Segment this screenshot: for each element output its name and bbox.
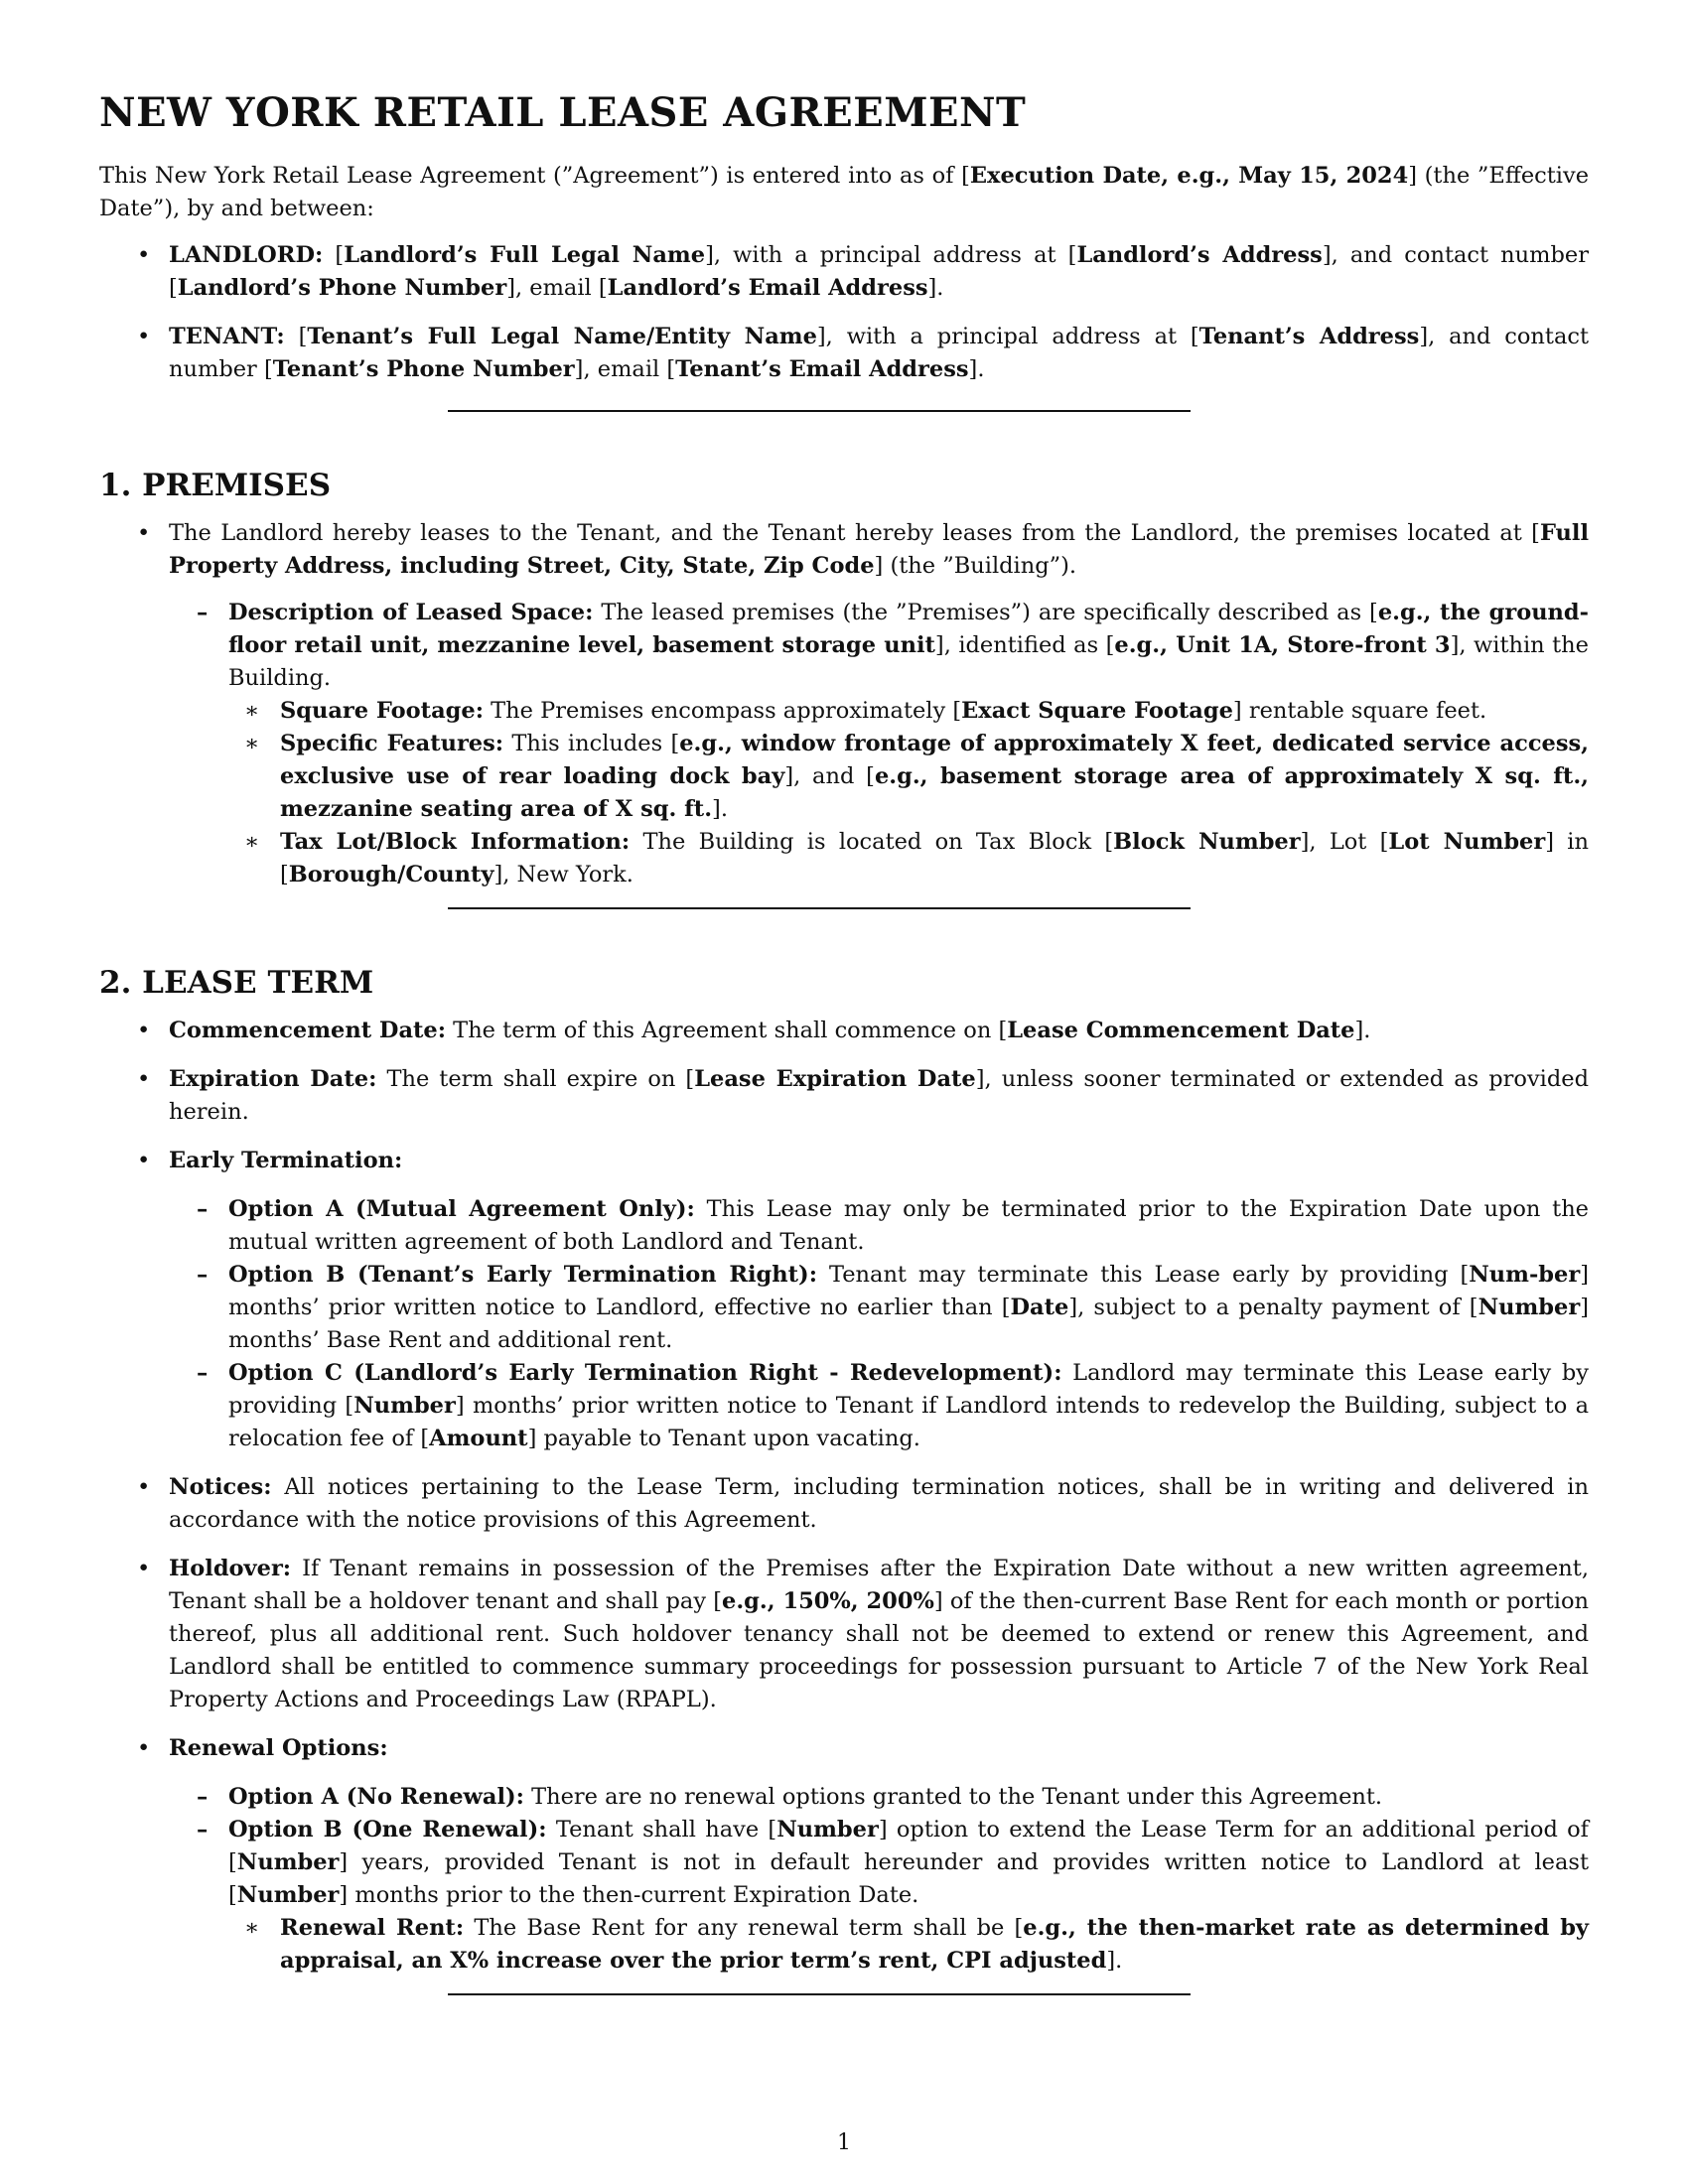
premises-sublist bbox=[169, 597, 1589, 891]
specific-features-item: ∗ Specific Features: This includes [e.g., window frontage of approximately X feet, dedicated service access, exclusive use of rear loading dock bay], and [e.g., basement storage area of approximately X sq. ft., mezzanine seating area of X sq. ft.]. bbox=[228, 728, 1589, 826]
renewal-options-item: • Renewal Options: – Option A (No Renewal): There are no renewal options granted to the Tenant under this Agreement. – Option B (One Renewal): Tenant shall have [Number] option to extend the Lease Term for an additional period of [Number] years, provided Tenant is not in default hereunder and provides written notice to Landlord at least [Number] months prior to the then-current Expiration Date. ∗ Renewal Rent: The Base Rent for any renewal term shall be [e.g., the then-market rate as determined by appraisal, an X% increase over the prior term’s rent, CPI adjusted]. bbox=[99, 1732, 1589, 1978]
commencement-item: • Commencement Date: The term of this Agreement shall commence on [Lease Commencement Date]. bbox=[99, 1015, 1589, 1047]
premises-item: • The Landlord hereby leases to the Tenant, and the Tenant hereby leases from the Landlord, the premises located at [Full Property Address, including Street, City, State, Zip Code] (the ”Building”). – Description of Leased Space: The leased premises (the ”Premises”) are specifically described as [e.g., the ground-floor retail unit, mezzanine level, basement storage unit], identified as [e.g., Unit 1A, Store-front 3], within the Building. ∗ Square Footage: The Premises encompass approximately [Exact Square Footage] rentable square feet. ∗ Specific Features: This includes [e.g., window frontage of approximately X feet, dedicated service access, exclusive use of rear loading dock bay], and [e.g., basement storage area of approximately X sq. ft., mezzanine seating area of X sq. ft.]. ∗ Tax Lot/Block Information: The Building is located on Tax Block [Block Number], Lot [Lot Number] in [Borough/County], New York. bbox=[99, 517, 1589, 891]
document-page bbox=[99, 79, 1589, 2051]
section-divider bbox=[448, 907, 1191, 909]
description-item: – Description of Leased Space: The leased premises (the ”Premises”) are specifically described as [e.g., the ground-floor retail unit, mezzanine level, basement storage unit], identified as [e.g., Unit 1A, Store-front 3], within the Building. ∗ Square Footage: The Premises encompass approximately [Exact Square Footage] rentable square feet. ∗ Specific Features: This includes [e.g., window frontage of approximately X feet, dedicated service access, exclusive use of rear loading dock bay], and [e.g., basement storage area of approximately X sq. ft., mezzanine seating area of X sq. ft.]. ∗ Tax Lot/Block Information: The Building is located on Tax Block [Block Number], Lot [Lot Number] in [Borough/County], New York. bbox=[169, 597, 1589, 891]
section-heading-premises: 1. PREMISES bbox=[99, 468, 332, 503]
expiration-item: • Expiration Date: The term shall expire on [Lease Expiration Date], unless sooner terminated or extended as provided herein. bbox=[99, 1063, 1589, 1129]
termination-option-c: – Option C (Landlord’s Early Termination Right - Redevelopment): Landlord may terminate this Lease early by providing [Number] months’ prior written notice to Tenant if Landlord intends to redevelop the Building, subject to a relocation fee of [Amount] payable to Tenant upon vacating. bbox=[169, 1357, 1589, 1455]
holdover-item: • Holdover: If Tenant remains in possession of the Premises after the Expiration Date without a new written agreement, Tenant shall be a holdover tenant and shall pay [e.g., 150%, 200%] of the then-current Base Rent for each month or portion thereof, plus all additional rent. Such holdover tenancy shall not be deemed to extend or renew this Agreement, and Landlord shall be entitled to commence summary proceedings for possession pursuant to Article 7 of the New York Real Property Actions and Proceedings Law (RPAPL). bbox=[99, 1553, 1589, 1716]
renewal-rent-sublist bbox=[228, 1912, 1589, 1978]
early-termination-options bbox=[169, 1193, 1589, 1455]
page-number: 1 bbox=[837, 2130, 851, 2155]
notices-item: • Notices: All notices pertaining to the Lease Term, including termination notices, shall be in writing and delivered in accordance with the notice provisions of this Agreement. bbox=[99, 1471, 1589, 1537]
section-heading-lease-term: 2. LEASE TERM bbox=[99, 965, 374, 1001]
landlord-item: • LANDLORD: [Landlord’s Full Legal Name], with a principal address at [Landlord’s Address], and contact number [Landlord’s Phone Number], email [Landlord’s Email Address]. bbox=[99, 239, 1589, 305]
termination-option-a: – Option A (Mutual Agreement Only): This Lease may only be terminated prior to the Expiration Date upon the mutual written agreement of both Landlord and Tenant. bbox=[169, 1193, 1589, 1259]
intro-paragraph: This New York Retail Lease Agreement (”Agreement”) is entered into as of [Execution Date, e.g., May 15, 2024] (the ”Effective Date”), by and between: bbox=[99, 163, 1590, 221]
renewal-rent-item: ∗ Renewal Rent: The Base Rent for any renewal term shall be [e.g., the then-market rate as determined by appraisal, an X% increase over the prior term’s rent, CPI adjusted]. bbox=[228, 1912, 1589, 1978]
execution-date-placeholder: Execution Date, e.g., May 15, 2024 bbox=[969, 163, 1409, 189]
parties-list bbox=[99, 239, 1589, 386]
termination-option-b: – Option B (Tenant’s Early Termination Right): Tenant may terminate this Lease early by providing [Num-ber] months’ prior written notice to Landlord, effective no earlier than [Date], subject to a penalty payment of [Number] months’ Base Rent and additional rent. bbox=[169, 1259, 1589, 1357]
premises-list bbox=[99, 517, 1589, 891]
lease-term-list bbox=[99, 1015, 1589, 1978]
early-termination-item: • Early Termination: – Option A (Mutual Agreement Only): This Lease may only be terminated prior to the Expiration Date upon the mutual written agreement of both Landlord and Tenant. – Option B (Tenant’s Early Termination Right): Tenant may terminate this Lease early by providing [Num-ber] months’ prior written notice to Landlord, effective no earlier than [Date], subject to a penalty payment of [Number] months’ Base Rent and additional rent. – Option C (Landlord’s Early Termination Right - Redevelopment): Landlord may terminate this Lease early by providing [Number] months’ prior written notice to Tenant if Landlord intends to redevelop the Building, subject to a relocation fee of [Amount] payable to Tenant upon vacating. bbox=[99, 1145, 1589, 1455]
renewal-option-a: – Option A (No Renewal): There are no renewal options granted to the Tenant under this Agreement. bbox=[169, 1781, 1589, 1814]
tax-lot-item: ∗ Tax Lot/Block Information: The Building is located on Tax Block [Block Number], Lot [Lot Number] in [Borough/County], New York. bbox=[228, 826, 1589, 891]
renewal-options bbox=[169, 1781, 1589, 1978]
square-footage-item: ∗ Square Footage: The Premises encompass approximately [Exact Square Footage] rentable square feet. bbox=[228, 695, 1589, 728]
section-divider bbox=[448, 1993, 1191, 1995]
document-title: NEW YORK RETAIL LEASE AGREEMENT bbox=[99, 89, 1027, 136]
section-divider bbox=[448, 410, 1191, 412]
tenant-item: • TENANT: [Tenant’s Full Legal Name/Entity Name], with a principal address at [Tenant’s Address], and contact number [Tenant’s Phone Number], email [Tenant’s Email Address]. bbox=[99, 321, 1589, 386]
renewal-option-b: – Option B (One Renewal): Tenant shall have [Number] option to extend the Lease Term for an additional period of [Number] years, provided Tenant is not in default hereunder and provides written notice to Landlord at least [Number] months prior to the then-current Expiration Date. ∗ Renewal Rent: The Base Rent for any renewal term shall be [e.g., the then-market rate as determined by appraisal, an X% increase over the prior term’s rent, CPI adjusted]. bbox=[169, 1814, 1589, 1978]
description-sublist bbox=[228, 695, 1589, 891]
